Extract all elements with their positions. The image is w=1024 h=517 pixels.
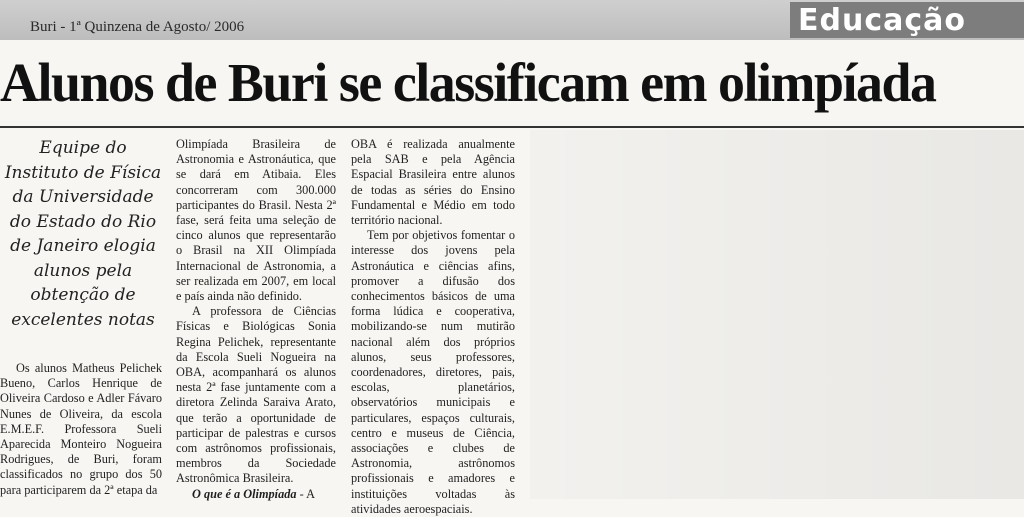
paragraph: Os alunos Matheus Pelichek Bueno, Carlos Henrique de Oliveira Cardoso e Adler Fávaro Nunes de Oliveira, da escola E.M.E.F. Professora Sueli Aparecida Monteiro Nogueira Rodrigues, de Buri, foram classificados no grupo dos 50 para participarem da 2ª etapa da bbox=[0, 361, 162, 497]
article-column-2 bbox=[176, 137, 336, 502]
article-column-1 bbox=[0, 361, 162, 498]
article-deck: Equipe do Instituto de Física da Universidade do Estado do Rio de Janeiro elogia alunos pela obtenção de excelentes notas bbox=[4, 138, 162, 330]
article-column-3 bbox=[351, 137, 515, 517]
subhead: O que é a Olimpíada bbox=[192, 486, 297, 501]
section-tag bbox=[790, 2, 1024, 38]
article-headline: Alunos de Buri se classificam em olimpíada bbox=[0, 52, 936, 113]
section-label: Educação bbox=[798, 3, 966, 38]
subhead-paragraph bbox=[176, 487, 336, 502]
subhead-tail: - A bbox=[296, 486, 315, 501]
paragraph: A professora de Ciências Físicas e Biológicas Sonia Regina Pelichek, representante da Escola Sueli Nogueira na OBA, acompanhará os alunos nesta 2ª fase juntamente com a diretora Zelinda Saraiva Arato, que terão a oportunidade de participar de palestras e cursos com astrônomos profissionais, membros da Sociedade Astronômica Brasileira. bbox=[176, 304, 336, 486]
paragraph: Tem por objetivos fomentar o interesse dos jovens pela Astronáutica e ciências afins, promover a difusão dos conhecimentos básicos de uma forma lúdica e cooperativa, mobilizando-se num mutirão nacional além dos próprios alunos, seus professores, coordenadores, diretores, pais, escolas, planetários, observatórios municipais e particulares, espaços culturais, centro e museus de Ciência, associações e clubes de Astronomia, astrônomos profissionais e amadores e instituições voltadas às atividades aeroespaciais. bbox=[351, 228, 515, 516]
paragraph: OBA é realizada anualmente pela SAB e pela Agência Espacial Brasileira entre alunos de todas as séries do Ensino Fundamental e Médio em todo território nacional. bbox=[351, 137, 515, 228]
blank-page-area bbox=[530, 130, 1024, 499]
headline-rule bbox=[0, 126, 1024, 128]
paragraph: Olimpíada Brasileira de Astronomia e Astronáutica, que se dará em Atibaia. Eles concorreram com 300.000 participantes do Brasil. Nesta 2ª fase, será feita uma seleção de cinco alunos que representarão o Brasil na XII Olimpíada Internacional de Astronomia, a ser realizada em 2007, em local e país ainda não definido. bbox=[176, 137, 336, 304]
dateline: Buri - 1ª Quinzena de Agosto/ 2006 bbox=[30, 19, 245, 35]
